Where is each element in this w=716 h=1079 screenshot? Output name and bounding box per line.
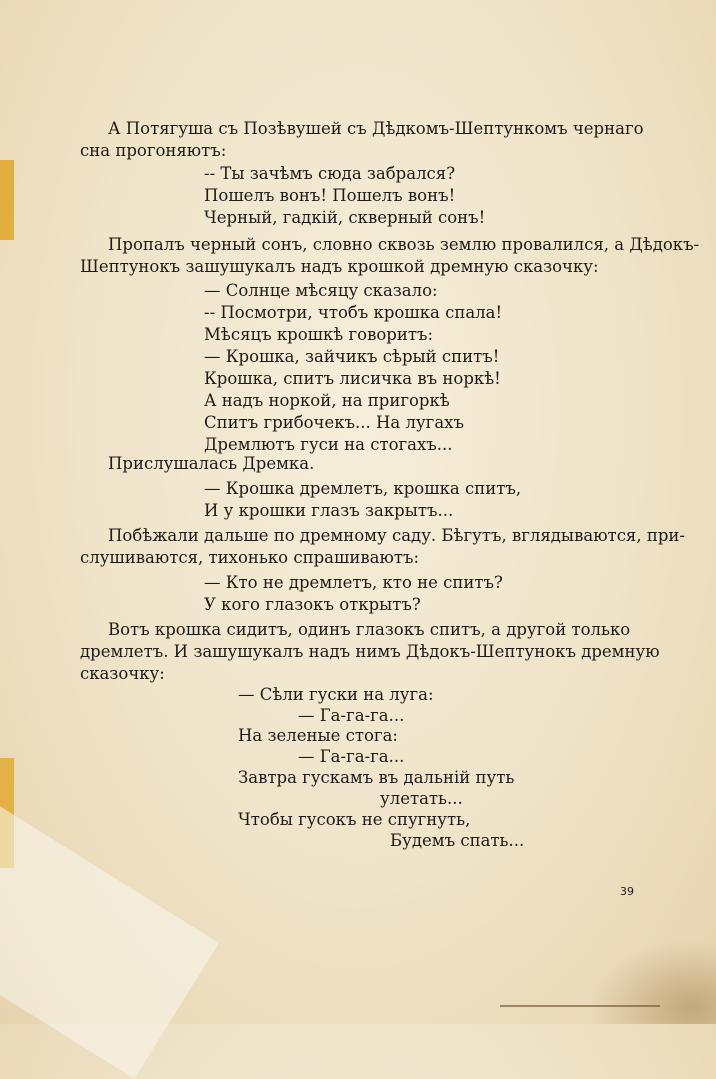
verse-line: Завтра гускамъ въ дальній путь (238, 768, 515, 787)
verse-line: Мѣсяцъ крошкѣ говоритъ: (204, 325, 434, 344)
paragraph-line: Вотъ крошка сидитъ, одинъ глазокъ спитъ, а другой только (108, 620, 631, 639)
verse-line: А надъ норкой, на пригоркѣ (204, 391, 450, 410)
paragraph-line: Пропалъ черный сонъ, словно сквозь землю провалился, а Дѣдокъ- (108, 235, 700, 254)
verse-line: Крошка, спитъ лисичка въ норкѣ! (204, 369, 501, 388)
verse-line: — Кто не дремлетъ, кто не спитъ? (204, 573, 503, 592)
paragraph-line: Прислушалась Дремка. (108, 454, 315, 473)
verse-block (204, 163, 485, 229)
page-number: 39 (620, 885, 634, 898)
corner-stain (590, 940, 716, 1024)
tape-patch (0, 800, 219, 1079)
verse-line: Черный, гадкій, скверный сонъ! (204, 208, 486, 227)
verse-block (204, 572, 503, 616)
verse-line: — Солнце мѣсяцу сказало: (204, 281, 438, 300)
paragraph-line: сказочку: (80, 664, 165, 683)
verse-line: — Сѣли гуски на луга: (238, 685, 434, 704)
paragraph-line: дремлетъ. И зашушукалъ надъ нимъ Дѣдокъ-Шептунокъ дремную (80, 642, 660, 661)
verse-line: Спитъ грибочекъ... На лугахъ (204, 413, 464, 432)
verse-line: Пошелъ вонъ! Пошелъ вонъ! (204, 186, 456, 205)
page-edge-mark (500, 1005, 660, 1007)
paragraph-line: А Потягуша съ Позѣвушей съ Дѣдкомъ-Шептункомъ чернаго (108, 119, 644, 138)
left-edge-stain (0, 160, 14, 240)
verse-line: — Крошка дремлетъ, крошка спитъ, (204, 479, 522, 498)
verse-line: И у крошки глазъ закрытъ... (204, 501, 454, 520)
verse-line: — Га-га-га... (298, 706, 405, 725)
verse-line: Чтобы гусокъ не спугнуть, (238, 810, 471, 829)
verse-line: Будемъ спать... (390, 831, 525, 850)
paragraph-line: Шептунокъ зашушукалъ надъ крошкой дремную сказочку: (80, 257, 599, 276)
verse-block (204, 478, 521, 522)
paragraph-line: сна прогоняютъ: (80, 141, 227, 160)
verse-line: -- Ты зачѣмъ сюда забрался? (204, 164, 456, 183)
verse-line: -- Посмотри, чтобъ крошка спала! (204, 303, 503, 322)
verse-line: На зеленые стога: (238, 726, 398, 745)
verse-line: — Га-га-га... (298, 747, 405, 766)
verse-line: — Крошка, зайчикъ сѣрый спитъ! (204, 347, 500, 366)
verse-block (204, 280, 502, 456)
verse-line: Дремлютъ гуси на стогахъ... (204, 435, 453, 454)
paragraph-line: Побѣжали дальше по дремному саду. Бѣгутъ, вглядываются, при- (108, 526, 685, 545)
verse-line: улетать... (380, 789, 463, 808)
verse-line: У кого глазокъ открытъ? (204, 595, 421, 614)
paragraph-line: слушиваются, тихонько спрашиваютъ: (80, 548, 420, 567)
